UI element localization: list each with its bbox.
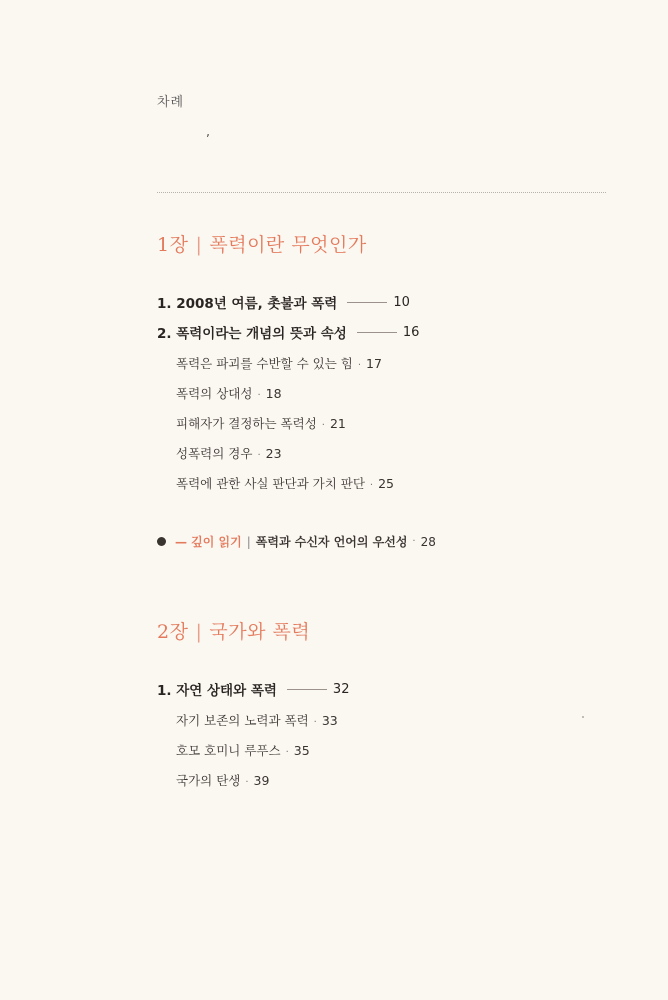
- bullet-icon: [157, 537, 166, 546]
- page-number: 10: [393, 294, 410, 310]
- leader-line: [287, 689, 327, 690]
- page-number: 18: [265, 386, 282, 401]
- section-title: 1. 자연 상태와 폭력: [157, 683, 277, 699]
- deep-reading-title: 폭력과 수신자 언어의 우선성: [255, 535, 408, 549]
- toc-subsection[interactable]: [176, 354, 382, 372]
- toc-subsection[interactable]: [176, 771, 269, 789]
- leader-line: [347, 302, 387, 303]
- page-number: 33: [321, 713, 338, 728]
- leader-line: [357, 332, 397, 333]
- section-title: 2. 폭력이라는 개념의 뜻과 속성: [157, 326, 347, 342]
- dot-separator: ·: [369, 480, 374, 491]
- chapter-1-separator: |: [195, 234, 203, 256]
- section-title: 1. 2008년 여름, 촛불과 폭력: [157, 296, 338, 312]
- deep-reading-entry[interactable]: [157, 533, 436, 550]
- print-speck: [582, 716, 584, 718]
- subsection-title: 성폭력의 경우: [176, 446, 253, 461]
- chapter-1-number: 1장: [157, 234, 189, 256]
- page-number: 39: [253, 773, 270, 788]
- dot-separator: ·: [257, 390, 261, 401]
- page-number: 17: [366, 356, 382, 371]
- toc-subsection[interactable]: [176, 414, 346, 432]
- page-number: 23: [265, 446, 282, 461]
- dot-separator: ·: [357, 360, 362, 371]
- chapter-2-separator: |: [195, 621, 203, 643]
- toc-subsection[interactable]: [176, 711, 338, 729]
- page-number: 16: [402, 324, 420, 340]
- page-number: 32: [332, 681, 350, 697]
- toc-heading: 차례: [157, 95, 185, 110]
- subsection-title: 피해자가 결정하는 폭력성: [176, 416, 317, 431]
- dot-separator: ·: [285, 747, 289, 758]
- toc-section-1-2[interactable]: [157, 322, 419, 342]
- deep-reading-label: — 깊이 읽기: [175, 535, 242, 549]
- chapter-2-number: 2장: [157, 621, 189, 643]
- toc-subsection[interactable]: [176, 384, 282, 402]
- toc-section-2-1[interactable]: [157, 679, 349, 699]
- subsection-title: 호모 호미니 루푸스: [176, 743, 281, 758]
- deep-reading-separator: |: [246, 534, 251, 549]
- dot-separator: ·: [257, 450, 261, 461]
- page-number: 21: [329, 416, 346, 431]
- chapter-2-name: 국가와 폭력: [209, 621, 311, 643]
- dotted-divider: [157, 192, 606, 193]
- dot-separator: ·: [313, 717, 317, 728]
- toc-subsection[interactable]: [176, 444, 282, 462]
- dot-separator: ·: [245, 777, 249, 788]
- toc-subsection[interactable]: [176, 474, 394, 492]
- subsection-title: 국가의 탄생: [176, 773, 241, 788]
- chapter-1-title: [157, 230, 367, 257]
- subsection-title: 폭력에 관한 사실 판단과 가치 판단: [176, 476, 365, 491]
- print-speck: ʼ: [206, 132, 210, 146]
- page-number: 25: [378, 476, 395, 491]
- page-number: 35: [293, 743, 310, 758]
- subsection-title: 폭력의 상대성: [176, 386, 253, 401]
- page-number: 28: [420, 534, 436, 549]
- dot-separator: ·: [321, 420, 325, 431]
- toc-section-1-1[interactable]: [157, 292, 410, 312]
- subsection-title: 폭력은 파괴를 수반할 수 있는 힘: [176, 356, 353, 371]
- subsection-title: 자기 보존의 노력과 폭력: [176, 713, 309, 728]
- toc-subsection[interactable]: [176, 741, 310, 759]
- chapter-1-name: 폭력이란 무엇인가: [209, 234, 367, 256]
- chapter-2-title: [157, 617, 310, 644]
- dot-separator: ·: [412, 536, 416, 547]
